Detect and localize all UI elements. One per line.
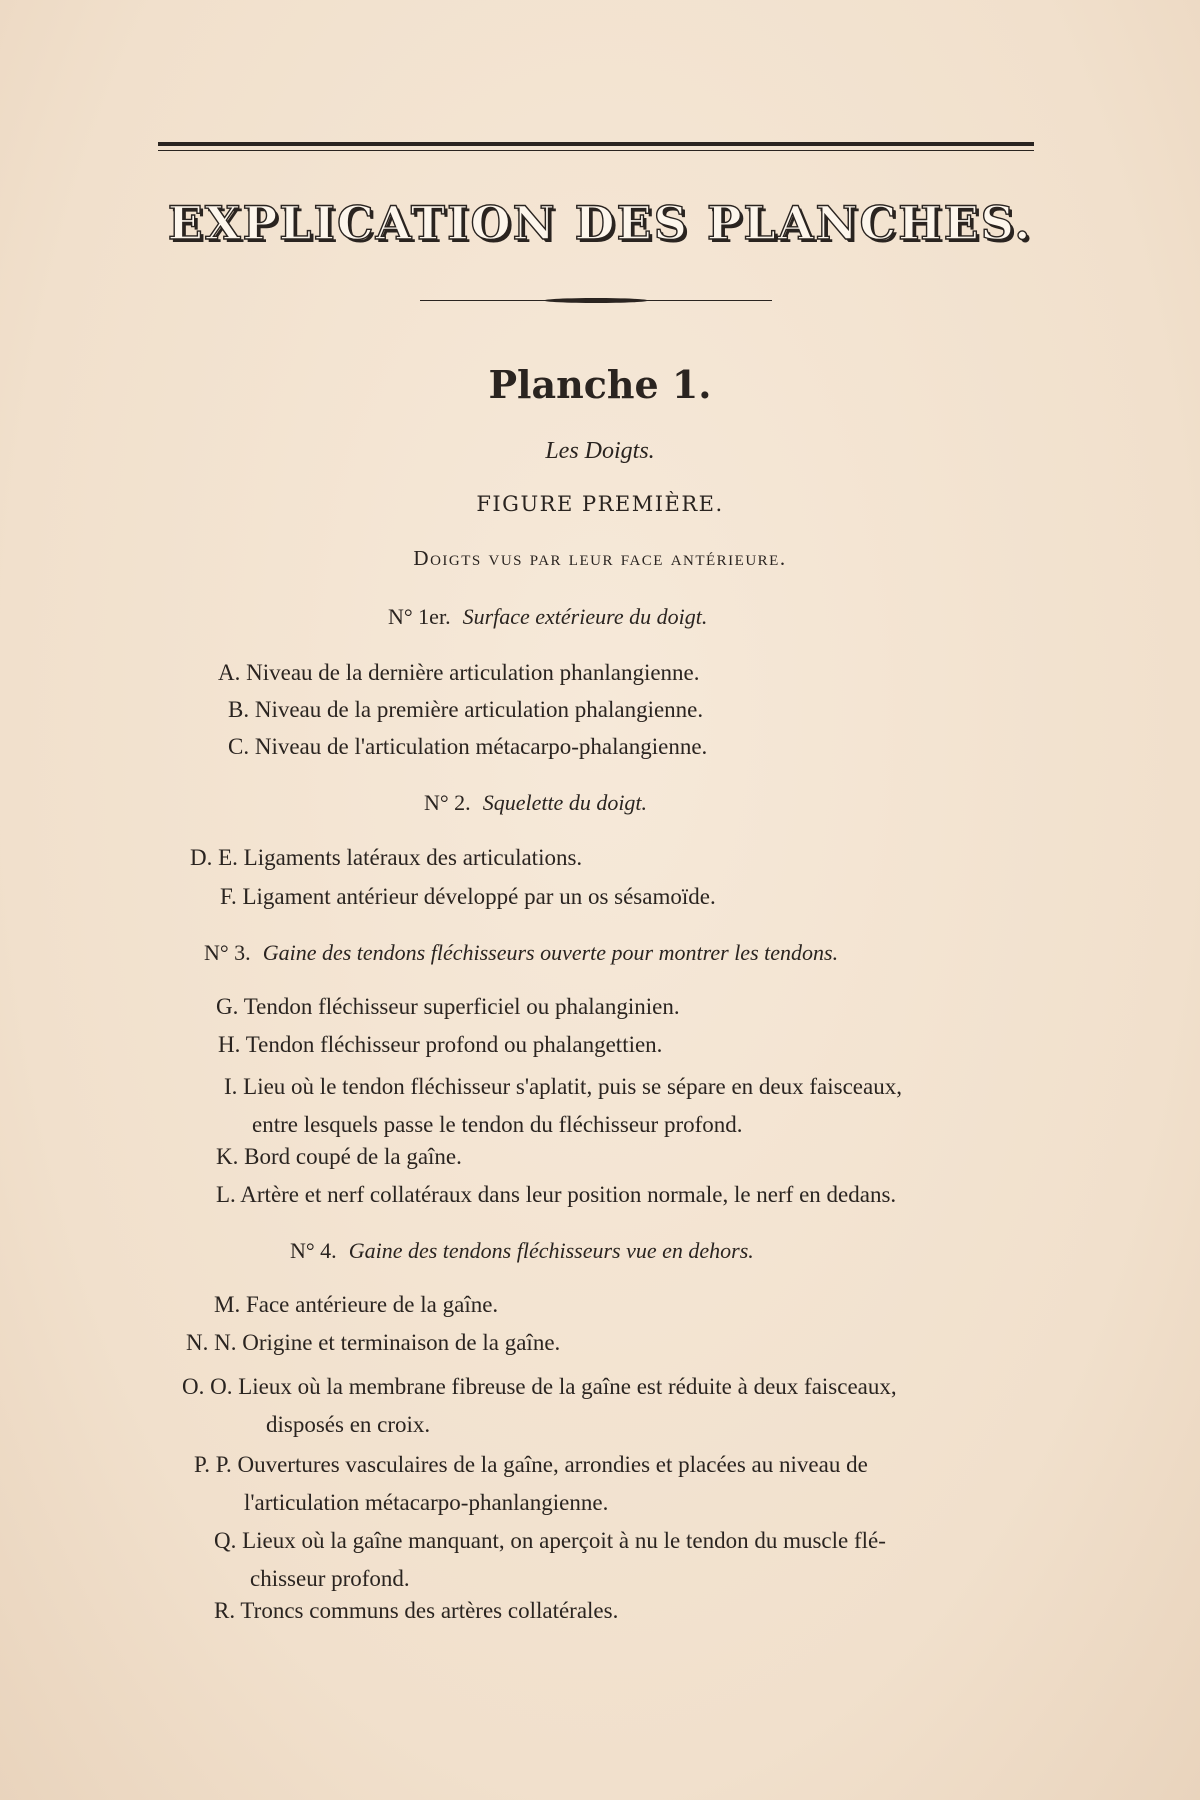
planche-subtitle: Les Doigts. — [545, 438, 655, 464]
section-number: N° 1er. — [388, 604, 451, 629]
section-number: N° 3. — [204, 940, 251, 965]
section-number: N° 2. — [424, 790, 471, 815]
legend-text: P. P. Ouvertures vasculaires de la gaîne, arrondies et placées au niveau de — [194, 1452, 868, 1477]
section-description: Surface extérieure du doigt. — [462, 604, 708, 629]
legend-text: B. Niveau de la première articulation phalangienne. — [228, 697, 704, 722]
legend-item — [214, 1522, 886, 1598]
legend-text: I. Lieu où le tendon fléchisseur s'aplatit, puis se sépare en deux faisceaux, — [224, 1074, 902, 1099]
legend-text: D. E. Ligaments latéraux des articulations. — [190, 845, 583, 870]
ornamental-divider — [420, 296, 772, 306]
legend-item — [216, 1144, 462, 1170]
legend-text: F. Ligament antérieur développé par un os sésamoïde. — [220, 884, 716, 909]
legend-text: O. O. Lieux où la membrane fibreuse de la gaîne est réduite à deux faisceaux, — [182, 1374, 897, 1399]
legend-continuation: l'articulation métacarpo-phanlangienne. — [244, 1490, 609, 1515]
legend-item — [182, 1368, 897, 1444]
legend-text: A. Niveau de la dernière articulation phanlangienne. — [218, 660, 700, 685]
section-heading — [204, 940, 838, 966]
legend-item — [228, 734, 707, 760]
legend-item — [216, 1182, 896, 1208]
top-double-rule — [158, 142, 1034, 151]
section-number: N° 4. — [290, 1238, 337, 1263]
legend-text: K. Bord coupé de la gaîne. — [216, 1144, 462, 1169]
legend-item — [186, 1330, 560, 1356]
legend-text: H. Tendon fléchisseur profond ou phalangettien. — [218, 1032, 663, 1057]
section-heading — [290, 1238, 754, 1264]
legend-text: G. Tendon fléchisseur superficiel ou phalanginien. — [216, 994, 680, 1019]
legend-item — [216, 994, 680, 1020]
section-description: Squelette du doigt. — [482, 790, 648, 815]
section-description: Gaine des tendons fléchisseurs ouverte pour montrer les tendons. — [262, 940, 839, 965]
section-heading — [424, 790, 647, 816]
legend-continuation: disposés en croix. — [266, 1412, 431, 1437]
legend-continuation: entre lesquels passe le tendon du fléchisseur profond. — [252, 1112, 743, 1137]
legend-item — [194, 1446, 868, 1522]
legend-item — [214, 1598, 618, 1624]
legend-item — [224, 1068, 902, 1144]
legend-text: R. Troncs communs des artères collatérales. — [214, 1598, 619, 1623]
section-heading — [388, 604, 707, 630]
legend-item — [190, 845, 582, 871]
legend-item — [214, 1292, 498, 1318]
planche-heading: Planche 1. — [488, 362, 712, 407]
legend-text: L. Artère et nerf collatéraux dans leur position normale, le nerf en dedans. — [216, 1182, 897, 1207]
legend-text: N. N. Origine et terminaison de la gaîne. — [186, 1330, 561, 1355]
section-description: Gaine des tendons fléchisseurs vue en dehors. — [348, 1238, 754, 1263]
legend-item — [218, 660, 700, 686]
legend-item — [220, 884, 716, 910]
figure-caption: Doigts vus par leur face antérieure. — [413, 546, 787, 570]
figure-heading: FIGURE PREMIÈRE. — [476, 492, 724, 516]
legend-continuation: chisseur profond. — [250, 1566, 410, 1591]
legend-text: M. Face antérieure de la gaîne. — [214, 1292, 499, 1317]
legend-item — [228, 697, 703, 723]
legend-text: Q. Lieux où la gaîne manquant, on aperçoit à nu le tendon du muscle flé- — [214, 1528, 886, 1553]
legend-text: C. Niveau de l'articulation métacarpo-phalangienne. — [228, 734, 708, 759]
main-title: EXPLICATION DES PLANCHES. — [167, 196, 1033, 250]
legend-item — [218, 1032, 662, 1058]
